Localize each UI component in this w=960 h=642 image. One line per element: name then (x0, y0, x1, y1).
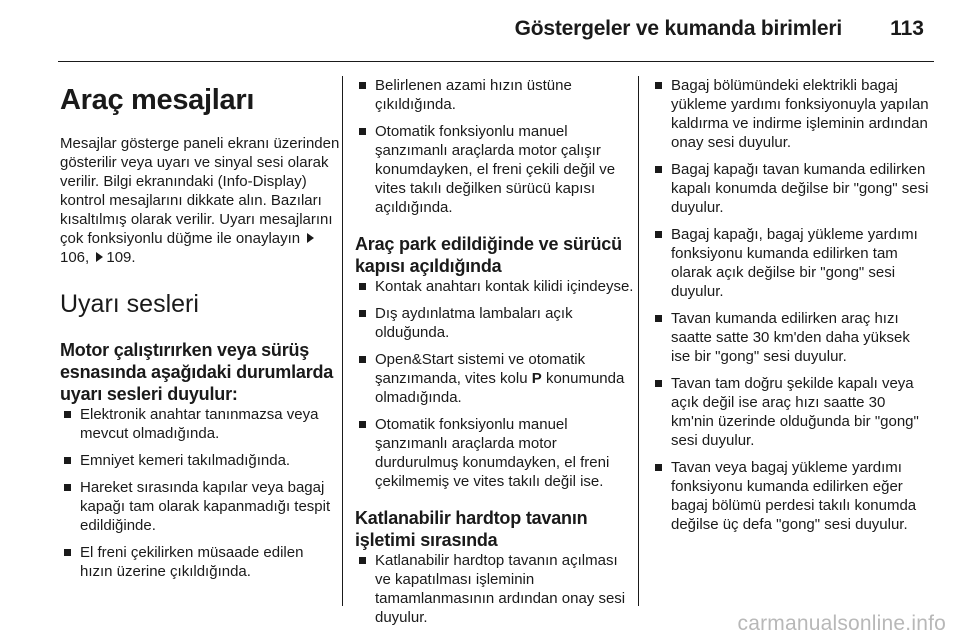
section-title: Uyarı sesleri (60, 290, 199, 318)
list-item: El freni çekilirken müsaade edilen hızın üzerine çıkıldığında. (60, 543, 340, 581)
column-2 (355, 76, 637, 627)
bullet-square-icon (359, 356, 366, 363)
page-ref-arrow-icon (307, 233, 314, 243)
hardtop-warning-list-cont (651, 76, 931, 534)
main-title: Araç mesajları (60, 84, 255, 116)
list-item: Bagaj kapağı tavan kumanda edilirken kapalı konumda değilse bir "gong" sesi duyulur. (651, 160, 931, 217)
list-item: Belirlenen azami hızın üstüne çıkıldığında. (355, 76, 637, 114)
page-ref-arrow-icon (96, 252, 103, 262)
page-number: 113 (890, 17, 924, 40)
intro-paragraph (60, 134, 340, 267)
column-divider-1 (342, 76, 343, 606)
list-item: Bagaj bölümündeki elektrikli bagaj yükleme yardımı fonksiyonuyla yapılan kaldırma ve indirme işleminin ardından onay sesi duyulur. (651, 76, 931, 152)
bullet-square-icon (64, 549, 71, 556)
column-divider-2 (638, 76, 639, 606)
list-item: Bagaj kapağı, bagaj yükleme yardımı fonksiyonu kumanda edilirken tam olarak açık değilse bir "gong" sesi duyulur. (651, 225, 931, 301)
driving-warning-list-cont (355, 76, 637, 217)
bullet-square-icon (359, 557, 366, 564)
list-item: Elektronik anahtar tanınmazsa veya mevcut olmadığında. (60, 405, 340, 443)
list-item: Katlanabilir hardtop tavanın açılması ve kapatılması işleminin tamamlanmasının ardından onay sesi duyulur. (355, 551, 637, 627)
bullet-square-icon (359, 82, 366, 89)
parked-warning-list (355, 277, 637, 491)
driving-warning-list (60, 405, 340, 581)
column-3 (651, 76, 931, 534)
subheading-parked: Araç park edildiğinde ve sürücü kapısı açıldığında (355, 234, 622, 276)
list-item: Tavan veya bagaj yükleme yardımı fonksiyonu kumanda edilirken eğer bagaj bölümü perdesi takılı konumda değilse üç defa "gong" sesi duyulur. (651, 458, 931, 534)
bullet-square-icon (64, 457, 71, 464)
bullet-square-icon (655, 82, 662, 89)
bullet-square-icon (655, 231, 662, 238)
watermark: carmanualsonline.info (737, 612, 946, 635)
list-item: Otomatik fonksiyonlu manuel şanzımanlı araçlarda motor durdurulmuş konumdayken, el freni çekilmemiş ve vites takılı değil ise. (355, 415, 637, 491)
bullet-square-icon (359, 421, 366, 428)
bullet-square-icon (655, 315, 662, 322)
bullet-square-icon (64, 411, 71, 418)
column-1 (60, 62, 340, 581)
page-ref-1: 106, (60, 249, 90, 266)
page-header (0, 0, 960, 62)
header-title: Göstergeler ve kumanda birimleri (514, 17, 842, 40)
page-ref-2: 109. (106, 249, 136, 266)
list-item: Open&Start sistemi ve otomatik şanzımanda, vites kolu P konumunda olmadığında. (355, 350, 637, 407)
list-item: Dış aydınlatma lambaları açık olduğunda. (355, 304, 637, 342)
hardtop-warning-list (355, 551, 637, 627)
bullet-square-icon (655, 464, 662, 471)
list-item: Hareket sırasında kapılar veya bagaj kapağı tam olarak kapanmadığı tespit edildiğinde. (60, 478, 340, 535)
subheading-driving: Motor çalıştırırken veya sürüş esnasında aşağıdaki durumlarda uyarı sesleri duyulur: (60, 340, 334, 404)
list-item: Tavan tam doğru şekilde kapalı veya açık değil ise araç hızı saatte 30 km'nin üzerinde olduğunda bir "gong" sesi duyulur. (651, 374, 931, 450)
bullet-square-icon (64, 484, 71, 491)
list-item: Emniyet kemeri takılmadığında. (60, 451, 340, 470)
bullet-square-icon (359, 283, 366, 290)
bullet-square-icon (359, 128, 366, 135)
list-item: Otomatik fonksiyonlu manuel şanzımanlı araçlarda motor çalışır konumdayken, el freni çekili değil ve vites takılı değilken sürücü kapısı açıldığında. (355, 122, 637, 217)
list-item: Tavan kumanda edilirken araç hızı saatte satte 30 km'den daha yüksek ise bir "gong" sesi duyulur. (651, 309, 931, 366)
bullet-square-icon (359, 310, 366, 317)
intro-text: Mesajlar gösterge paneli ekranı üzerinden gösterilir veya uyarı ve sinyal sesi olarak verilir. Bilgi ekranındaki (Info-Display) kontrol mesajlarını dikkate alın. Bazıları kısaltılmış olarak verilir. Uyarı mesajlarını çok fonksiyonlu düğme ile onaylayın (60, 135, 340, 247)
gear-p-label: P (531, 370, 542, 387)
bullet-square-icon (655, 380, 662, 387)
bullet-square-icon (655, 166, 662, 173)
subheading-hardtop: Katlanabilir hardtop tavanın işletimi sırasında (355, 508, 588, 550)
list-item: Kontak anahtarı kontak kilidi içindeyse. (355, 277, 637, 296)
